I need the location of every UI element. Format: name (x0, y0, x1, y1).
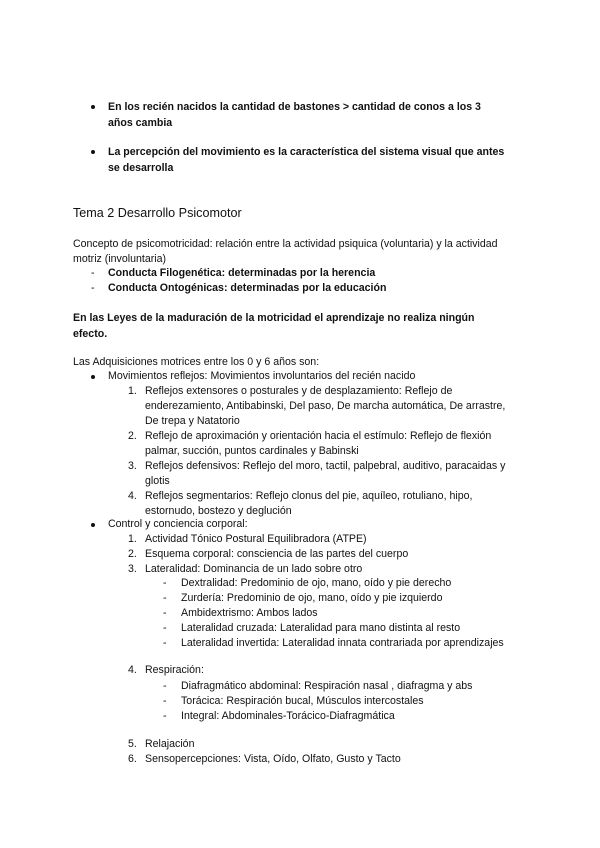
list-item: Reflejos segmentarios: Reflejo clonus del pie, aquíleo, rotuliano, hipo, (145, 490, 473, 502)
sub-list-item: Zurdería: Predominio de ojo, mano, oído y pie izquierdo (181, 592, 443, 604)
adquisiciones-intro: Las Adquisiciones motrices entre los 0 y 6 años son: (73, 356, 320, 368)
bullet-text: años cambia (108, 117, 173, 129)
sub-list-item: Dextralidad: Predominio de ojo, mano, oído y pie derecho (181, 577, 452, 589)
concept-text: Concepto de psicomotricidad: relación entre la actividad psiquica (voluntaria) y la actividad (73, 238, 498, 250)
sub-list-item: Torácica: Respiración bucal, Músculos intercostales (181, 695, 424, 707)
dash-marker: - (163, 637, 167, 649)
list-item: Lateralidad: Dominancia de un lado sobre otro (145, 563, 363, 575)
conducta-text: determinadas por la herencia (225, 267, 376, 279)
leyes-text: efecto. (73, 328, 108, 340)
list-item: Sensopercepciones: Vista, Oído, Olfato, Gusto y Tacto (145, 753, 401, 765)
conducta-label: Conducta Ontogénicas: (108, 282, 228, 294)
list-number: 3. (128, 460, 137, 472)
list-item: Actividad Tónico Postural Equilibradora (ATPE) (145, 533, 367, 545)
list-item: glotis (145, 475, 170, 487)
list-number: 5. (128, 738, 137, 750)
section-title: Control y conciencia corporal: (108, 518, 248, 530)
bullet-dot (91, 375, 95, 379)
sub-list-item: Lateralidad cruzada: Lateralidad para mano distinta al resto (181, 622, 461, 634)
list-number: 2. (128, 548, 137, 560)
list-number: 3. (128, 563, 137, 575)
sub-list-item: Lateralidad invertida: Lateralidad innata contrariada por aprendizajes (181, 637, 504, 649)
list-number: 6. (128, 753, 137, 765)
sub-list-item: Diafragmático abdominal: Respiración nasal , diafragma y abs (181, 680, 473, 692)
dash-marker: - (91, 282, 95, 294)
bullet-dot (91, 150, 95, 154)
list-number: 1. (128, 533, 137, 545)
bullet-text: se desarrolla (108, 162, 174, 174)
dash-marker: - (91, 267, 95, 279)
dash-marker: - (163, 680, 167, 692)
list-item: palmar, succión, puntos cardinales y Babinski (145, 445, 359, 457)
section-title: Movimientos reflejos: Movimientos involuntarios del recién nacido (108, 370, 416, 382)
conducta-text: determinadas por la educación (227, 282, 387, 294)
list-item: Reflejo de aproximación y orientación hacia el estímulo: Reflejo de flexión (145, 430, 492, 442)
conducta-label: Conducta Filogenética: (108, 267, 226, 279)
list-number: 1. (128, 385, 137, 397)
list-number: 2. (128, 430, 137, 442)
list-item: Reflejos extensores o posturales y de desplazamiento: Reflejo de (145, 385, 453, 397)
dash-marker: - (163, 622, 167, 634)
bullet-dot (91, 523, 95, 527)
list-item: Esquema corporal: consciencia de las partes del cuerpo (145, 548, 409, 560)
list-number: 4. (128, 490, 137, 502)
bullet-text: La percepción del movimiento es la característica del sistema visual que antes (108, 146, 505, 158)
conducta-item (108, 266, 375, 281)
dash-marker: - (163, 577, 167, 589)
list-number: 4. (128, 664, 137, 676)
bullet-text: En los recién nacidos la cantidad de bastones > cantidad de conos a los 3 (108, 101, 481, 113)
concept-text: motriz (involuntaria) (73, 253, 167, 265)
sub-list-item: Ambidextrismo: Ambos lados (181, 607, 318, 619)
dash-marker: - (163, 695, 167, 707)
leyes-text: En las Leyes de la maduración de la motricidad el aprendizaje no realiza ningún (73, 312, 475, 324)
sub-list-item: Integral: Abdominales-Torácico-Diafragmática (181, 710, 395, 722)
list-item: Reflejos defensivos: Reflejo del moro, tactil, palpebral, auditivo, paracaidas y (145, 460, 506, 472)
list-item: estornudo, bostezo y deglución (145, 505, 292, 517)
section-heading: Tema 2 Desarrollo Psicomotor (73, 206, 242, 220)
bullet-dot (91, 105, 95, 109)
list-item: De trepa y Natatorio (145, 415, 240, 427)
list-item: enderezamiento, Antibabinski, Del paso, De marcha automática, De arrastre, (145, 400, 506, 412)
dash-marker: - (163, 592, 167, 604)
conducta-item (108, 281, 386, 296)
list-item: Respiración: (145, 664, 204, 676)
dash-marker: - (163, 710, 167, 722)
dash-marker: - (163, 607, 167, 619)
list-item: Relajación (145, 738, 195, 750)
